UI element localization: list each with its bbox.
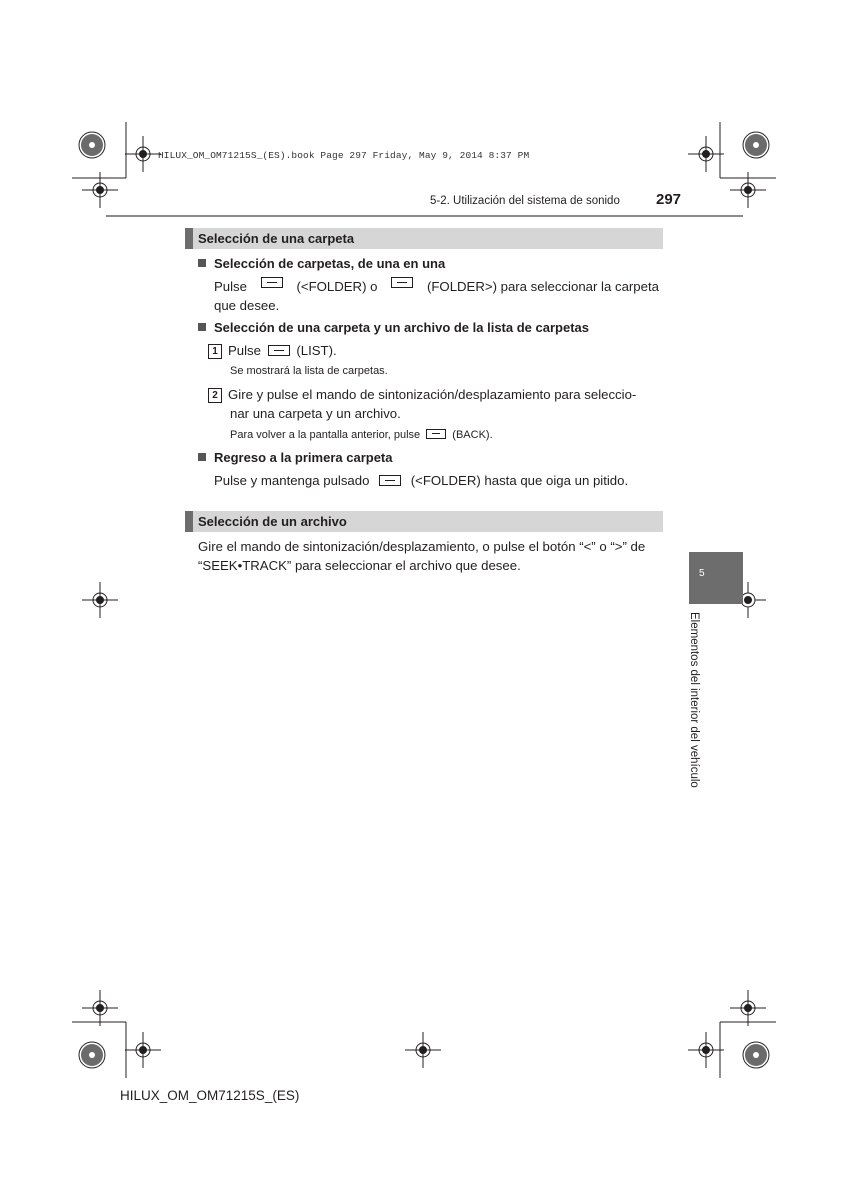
folder-prev-button-icon bbox=[261, 277, 283, 288]
crosshair-bottom-right-inner-icon bbox=[688, 1032, 724, 1068]
paragraph-file-line1: Gire el mando de sintonización/desplazamiento, o pulse el botón “<” o “>” de bbox=[198, 539, 646, 554]
page-number: 297 bbox=[656, 191, 682, 208]
folder-prev-hold-button-icon bbox=[379, 475, 401, 486]
starburst-top-right-icon bbox=[743, 132, 769, 158]
crosshair-bottom-right-outer-icon bbox=[730, 990, 766, 1026]
crosshair-bottom-center-icon bbox=[405, 1032, 441, 1068]
starburst-bottom-left-icon bbox=[79, 1042, 105, 1068]
starburst-top-left-icon bbox=[79, 132, 105, 158]
subsection-title-first-folder: Regreso a la primera carpeta bbox=[198, 450, 392, 465]
bullet-square-icon bbox=[198, 453, 206, 461]
section-heading-folder-text: Selección de una carpeta bbox=[198, 231, 355, 246]
section-heading-folder bbox=[185, 228, 663, 249]
print-info: HILUX_OM_OM71215S_(ES).book Page 297 Friday, May 9, 2014 8:37 PM bbox=[158, 150, 530, 161]
crosshair-top-right-outer-icon bbox=[730, 172, 766, 208]
back-button-icon bbox=[426, 429, 446, 439]
step-number-1: 1 bbox=[208, 344, 222, 359]
paragraph-file-line2: “SEEK•TRACK” para seleccionar el archivo que desee. bbox=[198, 558, 521, 573]
subsection-title-folder-list: Selección de una carpeta y un archivo de la lista de carpetas bbox=[198, 320, 589, 335]
starburst-bottom-right-icon bbox=[743, 1042, 769, 1068]
header-rule bbox=[106, 215, 743, 217]
chapter-side-label: Elementos del interior del vehículo bbox=[688, 612, 700, 788]
crosshair-bottom-left-inner-icon bbox=[125, 1032, 161, 1068]
step-1-note: Se mostrará la lista de carpetas. bbox=[230, 365, 388, 377]
bullet-square-icon bbox=[198, 259, 206, 267]
crosshair-bottom-left-outer-icon bbox=[82, 990, 118, 1026]
folder-next-button-icon bbox=[391, 277, 413, 288]
paragraph-first-folder: Pulse y mantenga pulsado (<FOLDER) hasta que oiga un pitido. bbox=[214, 473, 629, 488]
crosshair-mid-left-icon bbox=[82, 582, 118, 618]
crosshair-top-right-inner-icon bbox=[688, 136, 724, 172]
footer-document-code: HILUX_OM_OM71215S_(ES) bbox=[120, 1088, 300, 1103]
paragraph-one-by-one-line2: que desee. bbox=[214, 298, 280, 313]
crosshair-top-left-inner-icon bbox=[125, 136, 161, 172]
crosshair-top-left-outer-icon bbox=[82, 172, 118, 208]
section-heading-file bbox=[185, 511, 663, 532]
bullet-square-icon bbox=[198, 323, 206, 331]
chapter-tab bbox=[689, 552, 743, 604]
step-2-note: Para volver a la pantalla anterior, pulse (BACK). bbox=[230, 429, 493, 441]
step-2-line1: 2 Gire y pulse el mando de sintonización/desplazamiento para seleccio- bbox=[208, 385, 659, 404]
running-header-section: 5-2. Utilización del sistema de sonido bbox=[430, 195, 620, 207]
step-2-line2: nar una carpeta y un archivo. bbox=[230, 406, 401, 421]
section-heading-file-text: Selección de un archivo bbox=[198, 514, 347, 529]
list-button-icon bbox=[268, 345, 290, 356]
step-1: 1 Pulse (LIST). bbox=[208, 341, 337, 360]
paragraph-one-by-one-line1: Pulse (<FOLDER) o (FOLDER>) para seleccionar la carpeta bbox=[214, 279, 659, 294]
subsection-title-one-by-one: Selección de carpetas, de una en una bbox=[198, 256, 445, 271]
chapter-tab-number: 5 bbox=[699, 568, 705, 579]
step-number-2: 2 bbox=[208, 388, 222, 403]
